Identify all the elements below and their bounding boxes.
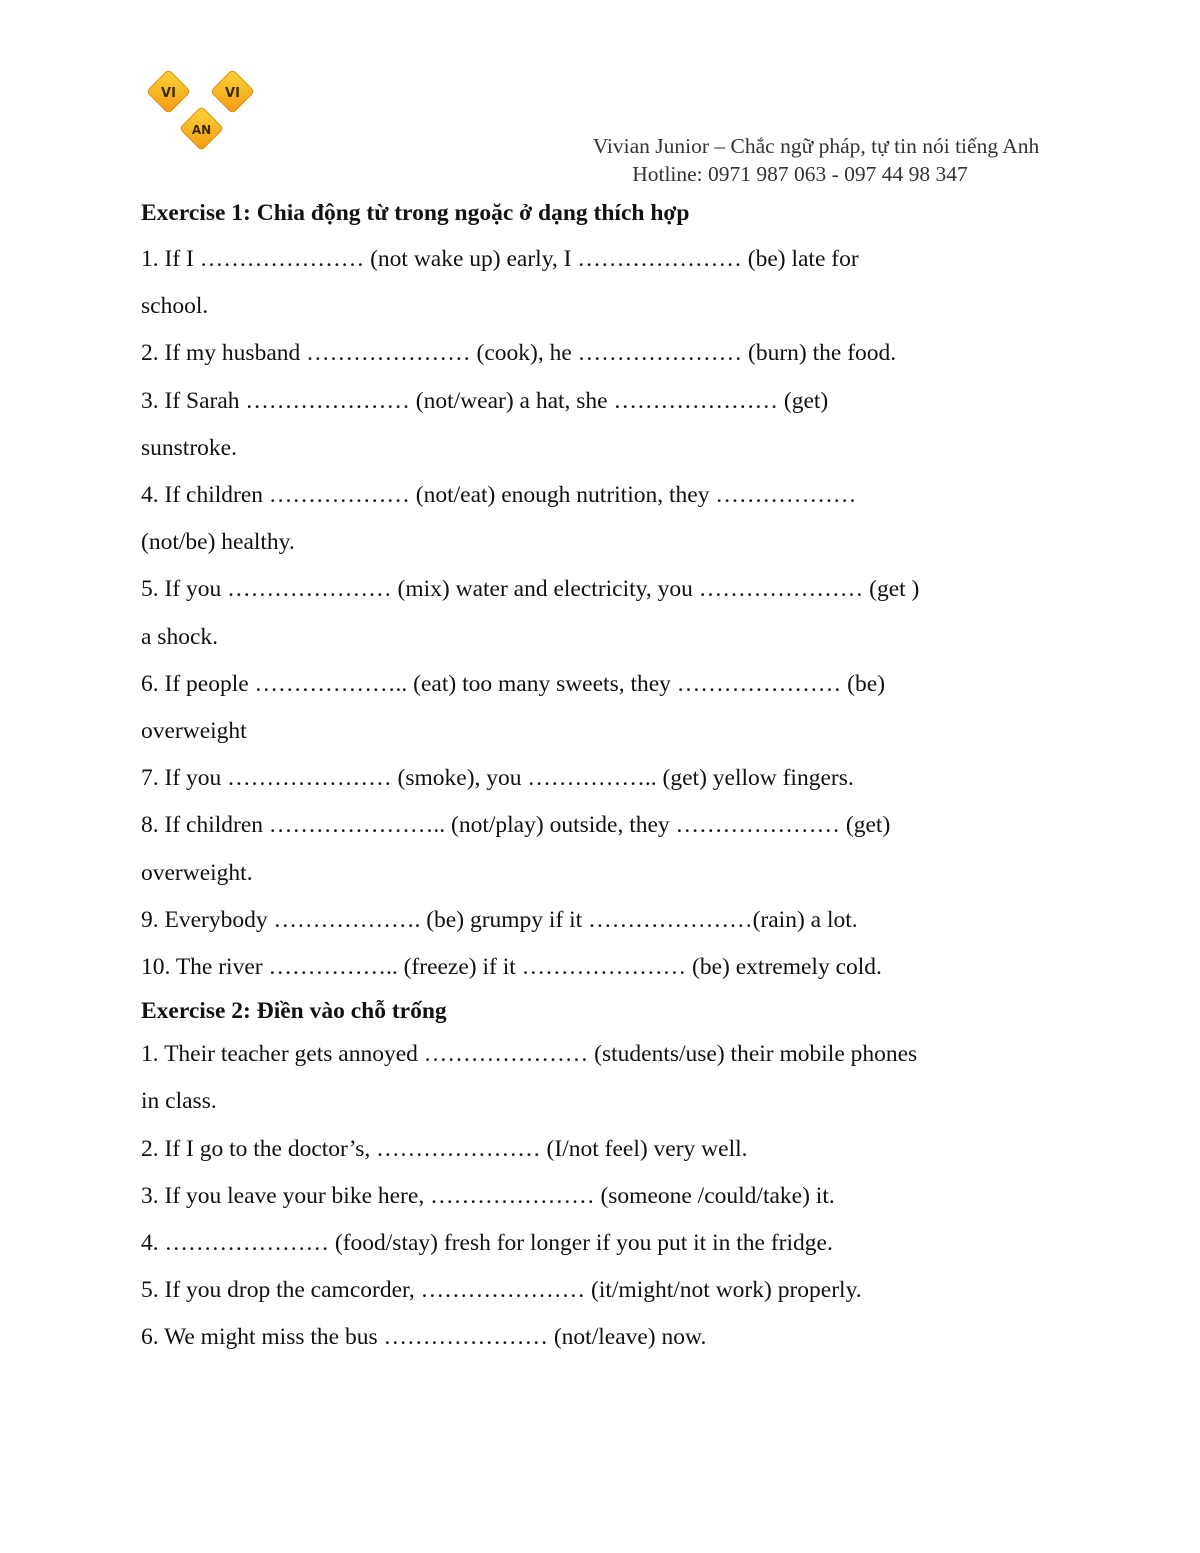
ex1-line: 9. Everybody ………………. (be) grumpy if it …………………(rain) a lot. xyxy=(141,906,858,933)
logo-diamond-left xyxy=(147,70,191,114)
ex1-line: (not/be) healthy. xyxy=(141,529,295,556)
logo-diamond-right xyxy=(211,70,255,114)
exercise2-title: Exercise 2: Điền vào chỗ trống xyxy=(141,998,447,1025)
logo-text-vi-right: VI xyxy=(225,86,240,101)
ex1-line: 10. The river …………….. (freeze) if it ………………… (be) extremely cold. xyxy=(141,954,882,981)
logo-diamond-bottom xyxy=(180,107,224,151)
ex1-line: 7. If you ………………… (smoke), you …………….. (get) yellow fingers. xyxy=(141,765,854,792)
ex1-line: 1. If I ………………… (not wake up) early, I ………………… (be) late for xyxy=(141,246,859,272)
ex1-line: 5. If you ………………… (mix) water and electricity, you ………………… (get ) xyxy=(141,576,920,603)
ex1-line: 3. If Sarah ………………… (not/wear) a hat, she ………………… (get) xyxy=(141,387,829,414)
ex1-line: 2. If my husband ………………… (cook), he ………………… (burn) the food. xyxy=(141,340,897,367)
header-slogan: Vivian Junior – Chắc ngữ pháp, tự tin nói tiếng Anh xyxy=(592,134,1040,158)
logo-text-vi-left: VI xyxy=(161,86,176,101)
ex1-line: sunstroke. xyxy=(141,434,237,461)
ex1-line: a shock. xyxy=(141,623,219,650)
ex1-line: 6. If people ……………….. (eat) too many sweets, they ………………… (be) xyxy=(141,670,886,697)
ex1-line: 4. If children ……………… (not/eat) enough nutrition, they ……………… xyxy=(141,482,857,509)
logo-text-an: AN xyxy=(191,123,212,137)
ex2-line: 1. Their teacher gets annoyed ………………… (students/use) their mobile phones xyxy=(141,1041,918,1068)
ex2-line: 3. If you leave your bike here, ………………… (someone /could/take) it. xyxy=(141,1182,835,1209)
exercise1-title: Exercise 1: Chia động từ trong ngoặc ở dạng thích hợp xyxy=(141,200,690,226)
ex1-line: overweight. xyxy=(141,859,253,886)
ex2-line: 5. If you drop the camcorder, ………………… (it/might/not work) properly. xyxy=(141,1277,862,1304)
ex2-line: 6. We might miss the bus ………………… (not/leave) now. xyxy=(141,1324,707,1351)
ex2-line: in class. xyxy=(141,1088,217,1115)
exercise-content xyxy=(141,197,1059,1362)
header-hotline: Hotline: 0971 987 063 - 097 44 98 347 xyxy=(632,162,968,186)
ex2-line: 4. ………………… (food/stay) fresh for longer if you put it in the fridge. xyxy=(141,1230,833,1257)
ex2-line: 2. If I go to the doctor’s, ………………… (I/not feel) very well. xyxy=(141,1135,748,1162)
page-header xyxy=(500,132,1100,188)
ex1-line: overweight xyxy=(141,718,247,745)
vivian-logo xyxy=(140,66,262,158)
ex1-line: school. xyxy=(141,293,209,320)
ex1-line: 8. If children ………………….. (not/play) outside, they ………………… (get) xyxy=(141,812,891,839)
